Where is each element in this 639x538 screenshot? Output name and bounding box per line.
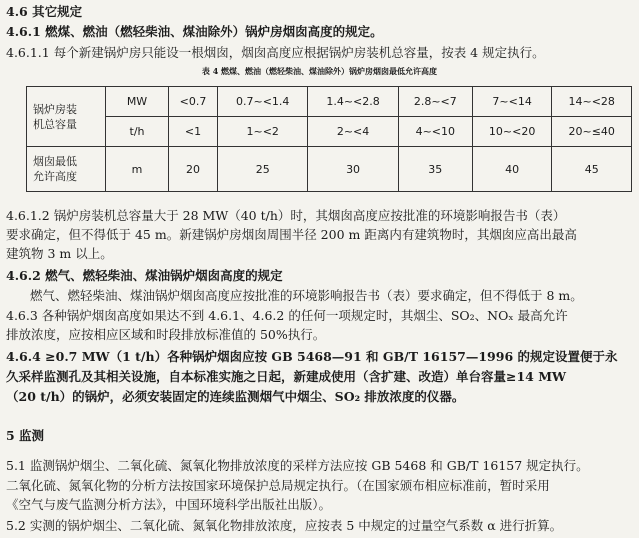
th-range-cell: <1 xyxy=(169,117,218,147)
table-row xyxy=(27,147,632,192)
clause-5-2: 5.2 实测的锅炉烟尘、二氧化硫、氮氧化物排放浓度，应按表 5 中规定的过量空气系数 α 进行折算。 xyxy=(6,518,563,533)
capacity-header xyxy=(27,87,106,147)
clause-4-6-3-line1: 4.6.3 各种锅炉烟囱高度如果达不到 4.6.1、4.6.2 的任何一项规定时，其烟尘、SO₂、NOₓ 最高允许 xyxy=(6,308,568,323)
mw-range-cell: 14~<28 xyxy=(552,87,632,117)
height-cell: 35 xyxy=(398,147,472,192)
height-cell: 40 xyxy=(472,147,552,192)
clause-4-6-1-2-line3: 建筑物 3 m 以上。 xyxy=(6,246,113,261)
clause-5-1-line3: 《空气与废气监测分析方法》，中国环境科学出版社出版）。 xyxy=(6,497,332,512)
height-label-1: 烟囱最低 xyxy=(33,155,77,168)
clause-4-6-1-2-line2: 要求确定，但不得低于 45 m。新建锅炉房烟囱周围半径 200 m 距离内有建筑物时，其烟囱应高出最高 xyxy=(6,227,577,242)
unit-mw: MW xyxy=(106,87,169,117)
clause-4-6-1-2-line1: 4.6.1.2 锅炉房装机总容量大于 28 MW（40 t/h）时，其烟囱高度应按批准的环境影响报告书（表） xyxy=(6,208,566,223)
height-cell: 45 xyxy=(552,147,632,192)
mw-range-cell: 0.7~<1.4 xyxy=(218,87,308,117)
clause-4-6-1: 4.6.1 燃煤、燃油（燃轻柴油、煤油除外）锅炉房烟囱高度的规定。 xyxy=(6,24,383,39)
clause-4-6-4-line2: 久采样监测孔及其相关设施，自本标准实施之日起，新建成使用（含扩建、改造）单台容量≥14 MW xyxy=(6,369,567,384)
clause-4-6-2-body: 燃气、燃轻柴油、煤油锅炉烟囱高度应按批准的环境影响报告书（表）要求确定，但不得低于 8 m。 xyxy=(30,288,583,303)
th-range-cell: 1~<2 xyxy=(218,117,308,147)
height-cell: 20 xyxy=(169,147,218,192)
section-5-heading: 5 监测 xyxy=(6,428,45,443)
clause-4-6-4-line3: （20 t/h）的锅炉，必须安装固定的连续监测烟气中烟尘、SO₂ 排放浓度的仪器。 xyxy=(6,389,465,404)
clause-4-6-1-1: 4.6.1.1 每个新建锅炉房只能设一根烟囱，烟囱高度应根据锅炉房装机总容量，按表 4 规定执行。 xyxy=(6,45,545,60)
height-cell: 30 xyxy=(308,147,398,192)
table4 xyxy=(26,86,632,192)
table-row xyxy=(27,87,632,117)
mw-range-cell: 1.4~<2.8 xyxy=(308,87,398,117)
height-label-2: 允许高度 xyxy=(33,170,77,183)
clause-5-1-line1: 5.1 监测锅炉烟尘、二氧化硫、氮氧化物排放浓度的采样方法应按 GB 5468 和 GB/T 16157 规定执行。 xyxy=(6,458,589,473)
unit-th: t/h xyxy=(106,117,169,147)
section-4-6-heading: 4.6 其它规定 xyxy=(6,4,83,19)
th-range-cell: 2~<4 xyxy=(308,117,398,147)
th-range-cell: 20~≤40 xyxy=(552,117,632,147)
mw-range-cell: <0.7 xyxy=(169,87,218,117)
clause-5-1-line2: 二氧化硫、氮氧化物的分析方法按国家环境保护总局规定执行。（在国家颁布相应标准前，暂时采用 xyxy=(6,478,550,493)
table-row xyxy=(27,117,632,147)
table4-title: 表 4 燃煤、燃油（燃轻柴油、煤油除外）锅炉房烟囱最低允许高度 xyxy=(201,66,438,76)
capacity-label-1: 锅炉房装 xyxy=(33,102,77,116)
th-range-cell: 10~<20 xyxy=(472,117,552,147)
height-header xyxy=(27,147,106,192)
clause-4-6-4-line1: 4.6.4 ≥0.7 MW（1 t/h）各种锅炉烟囱应按 GB 5468—91 和 GB/T 16157—1996 的规定设置便于永 xyxy=(6,349,618,364)
clause-4-6-3-line2: 排放浓度，应按相应区域和时段排放标准值的 50%执行。 xyxy=(6,327,326,342)
th-range-cell: 4~<10 xyxy=(398,117,472,147)
clause-4-6-2-title: 4.6.2 燃气、燃轻柴油、煤油锅炉烟囱高度的规定 xyxy=(6,268,283,283)
height-cell: 25 xyxy=(218,147,308,192)
capacity-label-2: 机总容量 xyxy=(33,117,77,131)
mw-range-cell: 7~<14 xyxy=(472,87,552,117)
mw-range-cell: 2.8~<7 xyxy=(398,87,472,117)
height-unit: m xyxy=(106,147,169,192)
